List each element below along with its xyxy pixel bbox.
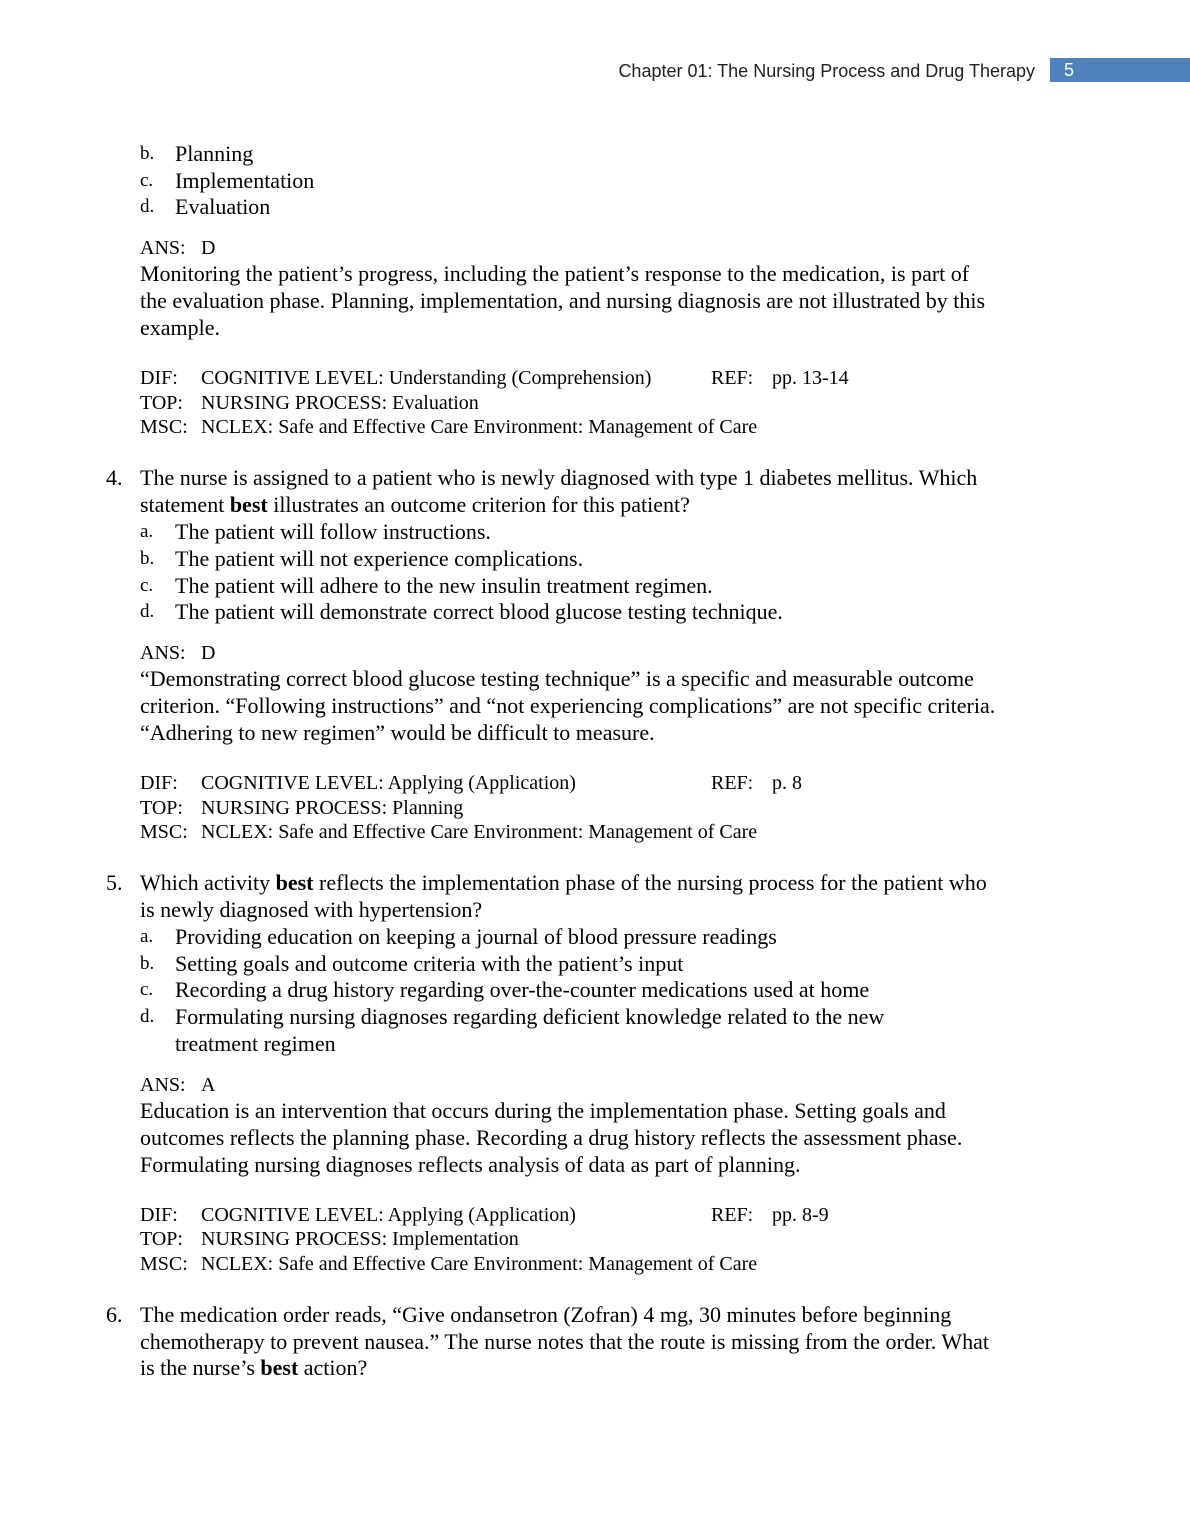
msc-value: NCLEX: Safe and Effective Care Environment: Management of Care	[201, 821, 758, 843]
option-text: Planning	[175, 141, 254, 166]
question-stem: The nurse is assigned to a patient who is newly diagnosed with type 1 diabetes mellitus. Which	[140, 465, 978, 490]
top-label: TOP:	[140, 797, 183, 819]
top-value: NURSING PROCESS: Implementation	[201, 1228, 519, 1250]
ref-label: REF:	[711, 1204, 754, 1226]
answer-letter: D	[201, 237, 216, 259]
question-number: 6.	[106, 1302, 123, 1327]
option-text: Implementation	[175, 168, 315, 193]
msc-label: MSC:	[140, 416, 188, 438]
option-text: Formulating nursing diagnoses regarding deficient knowledge related to the new	[175, 1004, 885, 1029]
question-number: 5.	[106, 870, 123, 895]
option-letter: a.	[140, 926, 154, 947]
msc-label: MSC:	[140, 1253, 188, 1275]
answer-letter: A	[201, 1074, 216, 1096]
option-letter: d.	[140, 1006, 155, 1027]
rationale-line: outcomes reflects the planning phase. Recording a drug history reflects the assessment phase.	[140, 1125, 963, 1150]
rationale-line: Monitoring the patient’s progress, including the patient’s response to the medication, is part of	[140, 261, 970, 286]
option-letter: b.	[140, 143, 155, 164]
option-text: The patient will adhere to the new insulin treatment regimen.	[175, 573, 713, 598]
msc-value: NCLEX: Safe and Effective Care Environment: Management of Care	[201, 1253, 758, 1275]
answer-label: ANS:	[140, 642, 186, 664]
chapter-title: Chapter 01: The Nursing Process and Drug Therapy	[618, 61, 1035, 81]
option-letter: a.	[140, 521, 154, 542]
rationale-line: Education is an intervention that occurs during the implementation phase. Setting goals and	[140, 1098, 946, 1123]
dif-value: COGNITIVE LEVEL: Applying (Application)	[201, 1204, 576, 1226]
ref-value: pp. 8-9	[772, 1204, 829, 1226]
ref-label: REF:	[711, 772, 754, 794]
option-letter: c.	[140, 575, 154, 596]
question-number: 4.	[106, 465, 123, 490]
top-label: TOP:	[140, 1228, 183, 1250]
rationale-line: example.	[140, 315, 221, 340]
top-value: NURSING PROCESS: Planning	[201, 797, 464, 819]
option-text: The patient will not experience complications.	[175, 546, 584, 571]
option-text: The patient will follow instructions.	[175, 519, 491, 544]
option-letter: c.	[140, 170, 154, 191]
question-stem: statement best illustrates an outcome criterion for this patient?	[140, 492, 690, 517]
option-letter: d.	[140, 196, 155, 217]
rationale-line: the evaluation phase. Planning, implementation, and nursing diagnosis are not illustrated by this	[140, 288, 986, 313]
question-stem: The medication order reads, “Give ondansetron (Zofran) 4 mg, 30 minutes before beginning	[140, 1302, 952, 1327]
msc-value: NCLEX: Safe and Effective Care Environment: Management of Care	[201, 416, 758, 438]
page-number: 5	[1050, 58, 1190, 82]
option-text: Providing education on keeping a journal of blood pressure readings	[175, 924, 777, 949]
option-text: Recording a drug history regarding over-the-counter medications used at home	[175, 977, 870, 1002]
ref-label: REF:	[711, 367, 754, 389]
ref-value: p. 8	[772, 772, 802, 794]
msc-label: MSC:	[140, 821, 188, 843]
top-value: NURSING PROCESS: Evaluation	[201, 392, 479, 414]
question-stem: is the nurse’s best action?	[140, 1355, 368, 1380]
ref-value: pp. 13-14	[772, 367, 849, 389]
answer-label: ANS:	[140, 237, 186, 259]
question-stem: is newly diagnosed with hypertension?	[140, 897, 483, 922]
option-letter: b.	[140, 548, 155, 569]
rationale-line: criterion. “Following instructions” and “not experiencing complications” are not specific criteria.	[140, 693, 996, 718]
option-text: Evaluation	[175, 194, 271, 219]
option-text: Setting goals and outcome criteria with the patient’s input	[175, 951, 684, 976]
dif-label: DIF:	[140, 367, 178, 389]
answer-label: ANS:	[140, 1074, 186, 1096]
option-text-continued: treatment regimen	[175, 1031, 336, 1056]
question-stem: Which activity best reflects the implementation phase of the nursing process for the patient who	[140, 870, 987, 895]
dif-label: DIF:	[140, 772, 178, 794]
option-letter: d.	[140, 601, 155, 622]
dif-label: DIF:	[140, 1204, 178, 1226]
option-text: The patient will demonstrate correct blood glucose testing technique.	[175, 599, 783, 624]
rationale-line: “Demonstrating correct blood glucose testing technique” is a specific and measurable outcome	[140, 666, 974, 691]
rationale-line: Formulating nursing diagnoses reflects analysis of data as part of planning.	[140, 1152, 801, 1177]
option-letter: c.	[140, 979, 154, 1000]
dif-value: COGNITIVE LEVEL: Understanding (Comprehension)	[201, 367, 652, 389]
top-label: TOP:	[140, 392, 183, 414]
answer-letter: D	[201, 642, 216, 664]
question-stem: chemotherapy to prevent nausea.” The nurse notes that the route is missing from the order. What	[140, 1329, 989, 1354]
page-header	[0, 58, 1190, 84]
dif-value: COGNITIVE LEVEL: Applying (Application)	[201, 772, 576, 794]
option-letter: b.	[140, 953, 155, 974]
rationale-line: “Adhering to new regimen” would be difficult to measure.	[140, 720, 655, 745]
